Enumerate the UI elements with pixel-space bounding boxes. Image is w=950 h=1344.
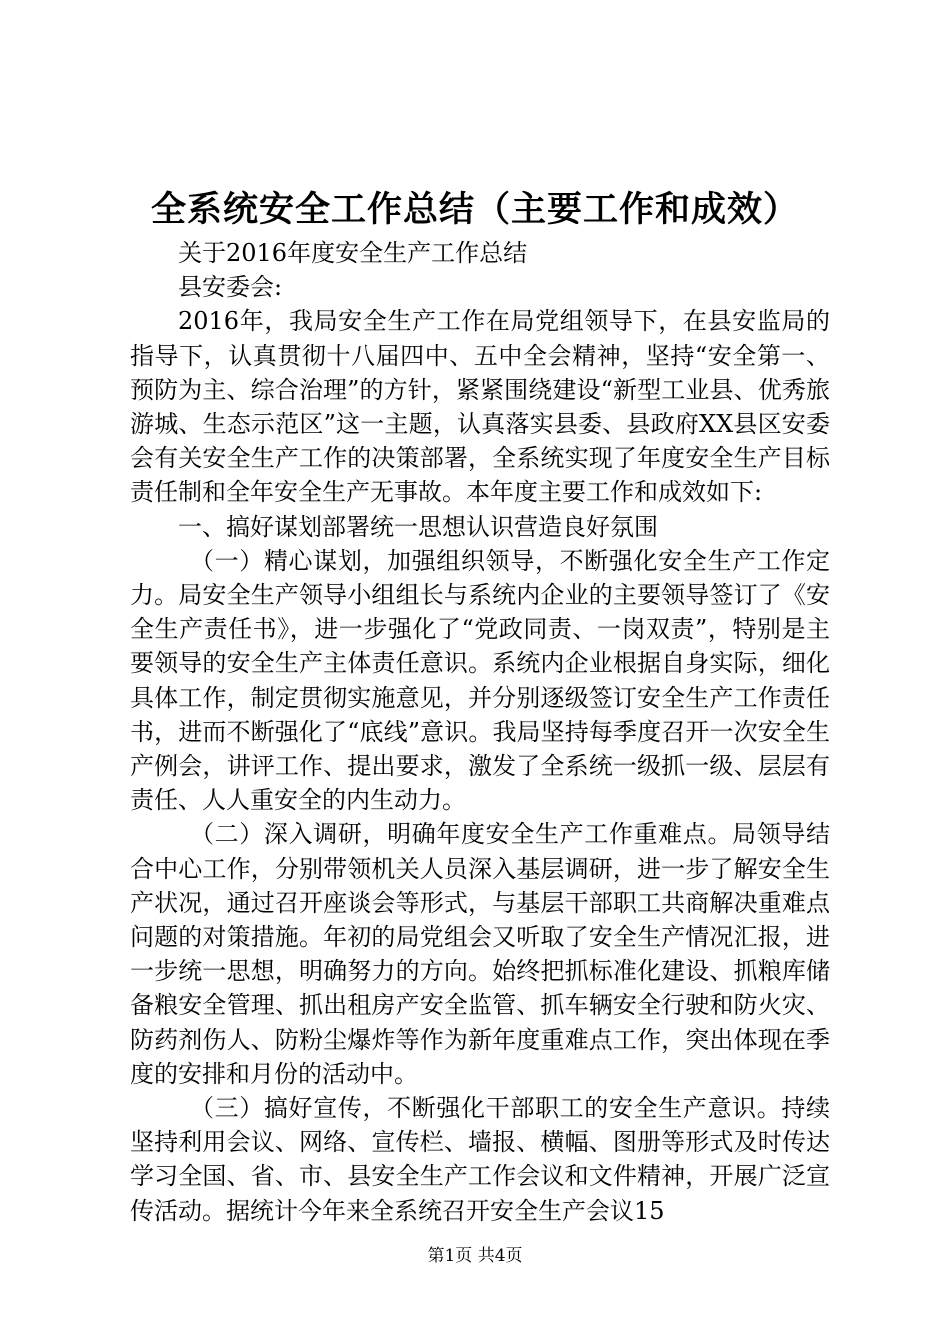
page-number-footer: 第1页 共4页 (427, 1246, 523, 1266)
section-heading: 一、搞好谋划部署统一思想认识营造良好氛围 (178, 512, 658, 541)
recipient-line: 县安委会: (178, 273, 283, 302)
intro-paragraph: 2016年，我局安全生产工作在局党组领导下，在县安监局的指导下，认真贯彻十八届四中、五中全会精神，坚持“安全第一、预防为主、综合治理”的方针，紧紧围绕建设“新型工业县、优秀旅游城、生态示范区”这一主题，认真落实县委、县政府XX县区安委会有关安全生产工作的决策部署，全系统实现了年度安全生产目标责任制和全年安全生产无事故。本年度主要工作和成效如下: (130, 307, 830, 507)
paragraph-item-3: （三）搞好宣传，不断强化干部职工的安全生产意识。持续坚持利用会议、网络、宣传栏、墙报、横幅、图册等形式及时传达学习全国、省、市、县安全生产工作会议和文件精神，开展广泛宣传活动。据统计今年来全系统召开安全生产会议15 (130, 1094, 830, 1225)
document-subtitle: 关于2016年度安全生产工作总结 (178, 239, 528, 267)
document-title: 全系统安全工作总结（主要工作和成效） (150, 189, 799, 230)
paragraph-item-1: （一）精心谋划，加强组织领导，不断强化安全生产工作定力。局安全生产领导小组组长与系统内企业的主要领导签订了《安全生产责任书》，进一步强化了“党政同责、一岗双责”，特别是主要领导的安全生产主体责任意识。系统内企业根据自身实际，细化具体工作，制定贯彻实施意见，并分别逐级签订安全生产工作责任书，进而不断强化了“底线”意识。我局坚持每季度召开一次安全生产例会，讲评工作、提出要求，激发了全系统一级抓一级、层层有责任、人人重安全的内生动力。 (130, 546, 830, 815)
paragraph-item-2: （二）深入调研，明确年度安全生产工作重难点。局领导结合中心工作，分别带领机关人员深入基层调研，进一步了解安全生产状况，通过召开座谈会等形式，与基层干部职工共商解决重难点问题的对策措施。年初的局党组会又听取了安全生产情况汇报，进一步统一思想，明确努力的方向。始终把抓标准化建设、抓粮库储备粮安全管理、抓出租房产安全监管、抓车辆安全行驶和防火灾、防药剂伤人、防粉尘爆炸等作为新年度重难点工作，突出体现在季度的安排和月份的活动中。 (130, 820, 830, 1088)
document-body (130, 236, 830, 1228)
